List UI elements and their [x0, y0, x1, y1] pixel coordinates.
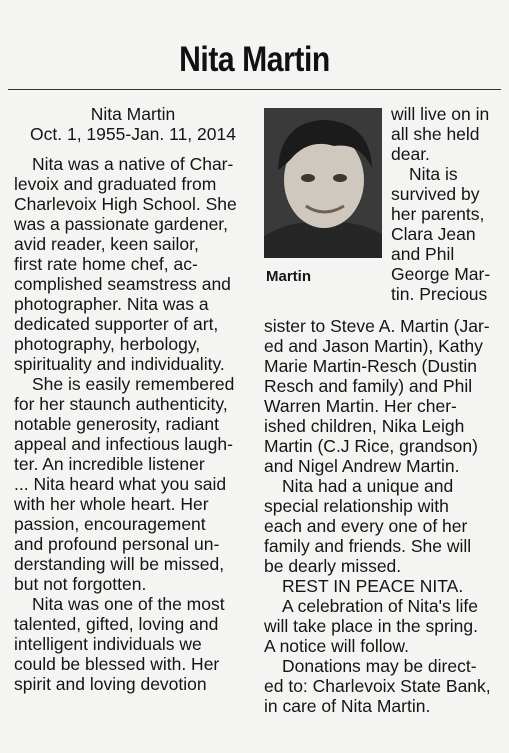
right-line: Donations may be direct-	[282, 656, 477, 676]
photo-eye-left	[301, 174, 315, 182]
right-line: Clara Jean	[391, 224, 476, 244]
left-line: passion, encouragement	[14, 514, 206, 534]
right-line: her parents,	[391, 204, 485, 224]
left-line: was a passionate gardener,	[14, 214, 229, 234]
right-line: each and every one of her	[264, 516, 468, 536]
left-line: levoix and graduated from	[14, 174, 217, 194]
right-line: will live on in	[391, 104, 490, 124]
right-line: tin. Precious	[391, 284, 488, 304]
right-line: in care of Nita Martin.	[264, 696, 431, 716]
right-line: Marie Martin-Resch (Dustin	[264, 356, 477, 376]
right-line: ed to: Charlevoix State Bank,	[264, 676, 491, 696]
left-line: but not forgotten.	[14, 574, 147, 594]
right-line: dear.	[391, 144, 430, 164]
left-line: with her whole heart. Her	[14, 494, 209, 514]
right-line: Martin (C.J Rice, grandson)	[264, 436, 478, 456]
right-line: ished children, Nika Leigh	[264, 416, 465, 436]
right-line: Nita is	[409, 164, 458, 184]
portrait-photo-image	[264, 108, 382, 258]
right-line: Nita had a unique and	[282, 476, 454, 496]
headline: Nita Martin	[179, 40, 330, 79]
left-line: derstanding will be missed,	[14, 554, 225, 574]
photo-caption: Martin	[266, 268, 311, 285]
right-line: sister to Steve A. Martin (Jar-	[264, 316, 490, 336]
right-line: ed and Jason Martin), Kathy	[264, 336, 483, 356]
right-line: Resch and family) and Phil	[264, 376, 473, 396]
portrait-photo	[264, 108, 382, 258]
left-line: intelligent individuals we	[14, 634, 202, 654]
right-line: survived by	[391, 184, 480, 204]
left-line: notable generosity, radiant	[14, 414, 219, 434]
left-line: could be blessed with. Her	[14, 654, 220, 674]
right-line: be dearly missed.	[264, 556, 402, 576]
left-line: and profound personal un-	[14, 534, 220, 554]
right-line: and Nigel Andrew Martin.	[264, 456, 460, 476]
left-line: She is easily remembered	[32, 374, 235, 394]
left-line: appeal and infectious laugh-	[14, 434, 233, 454]
left-line: spirituality and individuality.	[14, 354, 225, 374]
right-line: REST IN PEACE NITA.	[282, 576, 464, 596]
left-line: Nita was a native of Char-	[32, 154, 234, 174]
right-line: family and friends. She will	[264, 536, 472, 556]
right-line: all she held	[391, 124, 480, 144]
left-line: Charlevoix High School. She	[14, 194, 237, 214]
left-line: avid reader, keen sailor,	[14, 234, 199, 254]
right-bottom-column	[264, 316, 506, 716]
left-line: Nita Martin	[90, 104, 176, 124]
left-line: Nita was one of the most	[32, 594, 225, 614]
right-top-column	[391, 104, 506, 304]
right-line: special relationship with	[264, 496, 449, 516]
left-line: spirit and loving devotion	[14, 674, 207, 694]
right-line: Warren Martin. Her cher-	[264, 396, 457, 416]
left-line: for her staunch authenticity,	[14, 394, 228, 414]
left-column	[14, 104, 252, 694]
left-line: ... Nita heard what you said	[14, 474, 227, 494]
right-line: will take place in the spring.	[264, 616, 478, 636]
right-line: A celebration of Nita's life	[282, 596, 478, 616]
left-line: first rate home chef, ac-	[14, 254, 198, 274]
left-line: dedicated supporter of art,	[14, 314, 219, 334]
right-line: A notice will follow.	[264, 636, 409, 656]
left-line: complished seamstress and	[14, 274, 231, 294]
right-line: George Mar-	[391, 264, 491, 284]
photo-eye-right	[333, 174, 347, 182]
headline-rule	[8, 89, 501, 90]
left-line: photography, herbology,	[14, 334, 201, 354]
left-line: photographer. Nita was a	[14, 294, 209, 314]
left-line: talented, gifted, loving and	[14, 614, 219, 634]
left-line: Oct. 1, 1955-Jan. 11, 2014	[30, 124, 236, 144]
left-line: ter. An incredible listener	[14, 454, 205, 474]
spacer	[14, 144, 252, 154]
right-line: and Phil	[391, 244, 455, 264]
